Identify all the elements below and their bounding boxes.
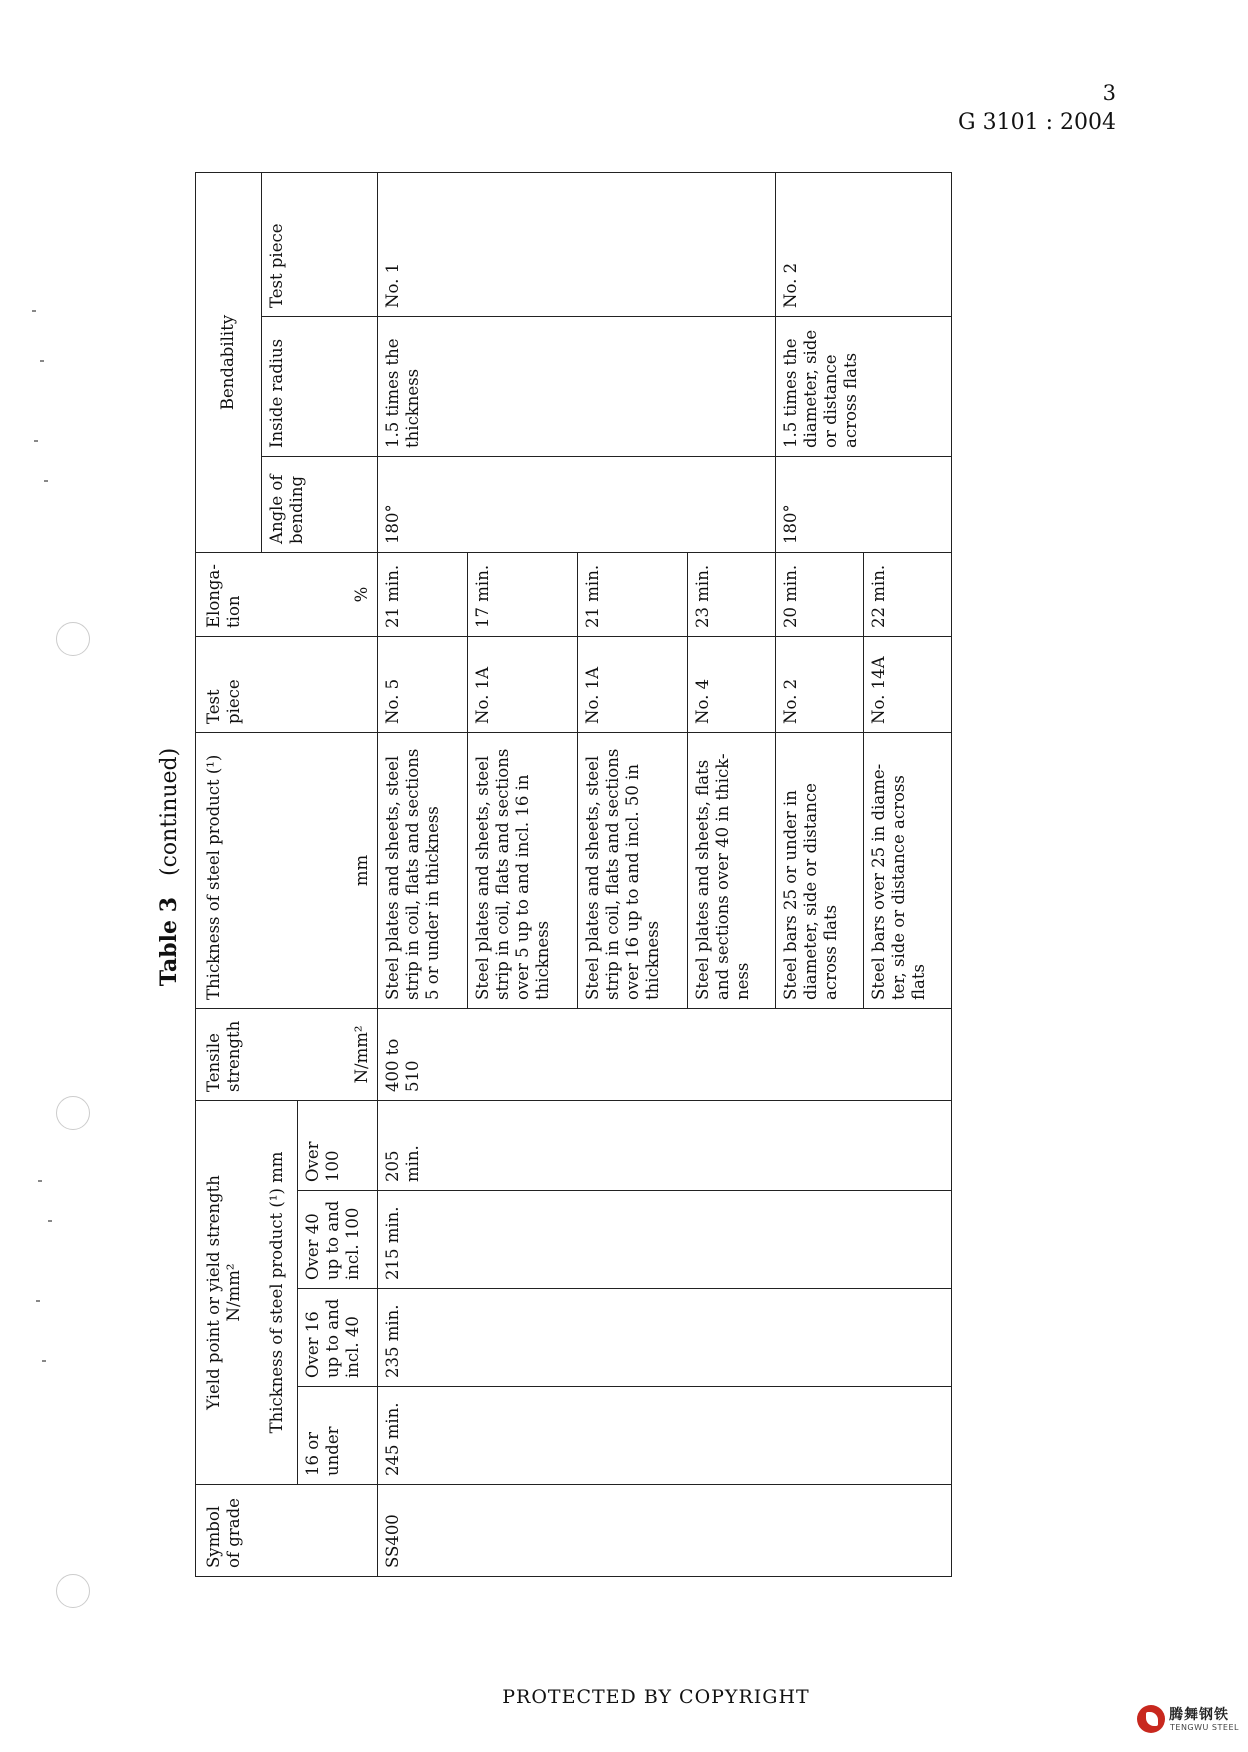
test-piece-unit bbox=[338, 636, 378, 732]
bendability-header: Bendability bbox=[196, 172, 262, 552]
elongation-header: Elonga-tion bbox=[196, 552, 338, 636]
logo-mark-icon bbox=[1137, 1705, 1165, 1733]
company-logo bbox=[1137, 1702, 1242, 1736]
table-row bbox=[378, 172, 468, 1576]
symbol-header: Symbol of grade bbox=[196, 1485, 378, 1577]
elongation-unit: % bbox=[338, 552, 378, 636]
test-piece-value: No. 14A bbox=[864, 636, 952, 732]
angle-header: Angle of bending bbox=[262, 456, 378, 552]
product-desc: Steel plates and sheets, steel strip in coil, flats and sections 5 or under in thickness bbox=[378, 732, 468, 1008]
test-piece-value: No. 2 bbox=[776, 636, 864, 732]
logo-english-name: TENGWU STEEL bbox=[1170, 1723, 1239, 1732]
test-piece-value: No. 4 bbox=[688, 636, 776, 732]
test-piece-value: No. 5 bbox=[378, 636, 468, 732]
header-row-1 bbox=[196, 172, 262, 1576]
page-number: 3 bbox=[1102, 81, 1116, 105]
yield-16-40-value: 235 min. bbox=[378, 1289, 952, 1387]
product-desc: Steel plates and sheets, flats and sections over 40 in thick-ness bbox=[688, 732, 776, 1008]
test-piece-value: No. 1A bbox=[578, 636, 688, 732]
test-piece-header: Test piece bbox=[196, 636, 338, 732]
elongation-value: 20 min. bbox=[776, 552, 864, 636]
bend-angle-value: 180° bbox=[378, 456, 776, 552]
table-title-label: Table 3 bbox=[156, 896, 182, 987]
tensile-header: Tensile strength bbox=[196, 1008, 338, 1100]
product-desc: Steel plates and sheets, steel strip in coil, flats and sections over 5 up to and incl. 16 in thickness bbox=[468, 732, 578, 1008]
spec-table bbox=[195, 172, 952, 1577]
table-title-continued: (continued) bbox=[157, 747, 182, 876]
inside-radius-header: Inside radius bbox=[262, 316, 378, 456]
elongation-value: 21 min. bbox=[378, 552, 468, 636]
thk-40-100-header: Over 40 up to and incl. 100 bbox=[298, 1191, 378, 1289]
bend-test-piece-value: No. 1 bbox=[378, 172, 776, 316]
yield-100-value: 205 min. bbox=[378, 1100, 952, 1190]
scan-specks bbox=[30, 300, 70, 1450]
yield-header bbox=[196, 1100, 262, 1484]
elongation-value: 22 min. bbox=[864, 552, 952, 636]
grade-symbol: SS400 bbox=[378, 1485, 952, 1577]
elongation-value: 23 min. bbox=[688, 552, 776, 636]
yield-40-100-value: 215 min. bbox=[378, 1191, 952, 1289]
tensile-unit: N/mm² bbox=[338, 1008, 378, 1100]
elongation-value: 17 min. bbox=[468, 552, 578, 636]
bend-test-piece-value: No. 2 bbox=[776, 172, 952, 316]
bend-angle-value: 180° bbox=[776, 456, 952, 552]
product-unit: mm bbox=[338, 732, 378, 1008]
table-title bbox=[149, 157, 191, 1577]
yield-thickness-header: Thickness of steel product (¹) mm bbox=[262, 1100, 298, 1484]
tensile-value: 400 to 510 bbox=[378, 1008, 952, 1100]
product-desc: Steel bars 25 or under in diameter, side or distance across flats bbox=[776, 732, 864, 1008]
product-thickness-header: Thickness of steel product (¹) bbox=[196, 732, 338, 1008]
yield-16-value: 245 min. bbox=[378, 1387, 952, 1485]
standard-number: G 3101 : 2004 bbox=[958, 110, 1116, 135]
thk-16-header: 16 or under bbox=[298, 1387, 378, 1485]
test-piece-value: No. 1A bbox=[468, 636, 578, 732]
product-desc: Steel bars over 25 in diame-ter, side or distance across flats bbox=[864, 732, 952, 1008]
product-desc: Steel plates and sheets, steel strip in coil, flats and sections over 16 up to and incl. 50 in thickness bbox=[578, 732, 688, 1008]
yield-title: Yield point or yield strength bbox=[204, 1175, 223, 1410]
copyright-notice: PROTECTED BY COPYRIGHT bbox=[502, 1686, 810, 1708]
thk-100-header: Over 100 bbox=[298, 1100, 378, 1190]
elongation-value: 21 min. bbox=[578, 552, 688, 636]
punch-hole bbox=[56, 1574, 90, 1608]
yield-unit: N/mm² bbox=[224, 1263, 244, 1322]
bend-radius-value: 1.5 times the thickness bbox=[378, 316, 776, 456]
bend-test-piece-header: Test piece bbox=[262, 172, 378, 316]
thk-16-40-header: Over 16 up to and incl. 40 bbox=[298, 1289, 378, 1387]
rotated-table-region bbox=[149, 157, 969, 1577]
logo-chinese-name: 腾舞钢铁 bbox=[1169, 1707, 1229, 1723]
bend-radius-value: 1.5 times the diameter, side or distance across flats bbox=[776, 316, 952, 456]
